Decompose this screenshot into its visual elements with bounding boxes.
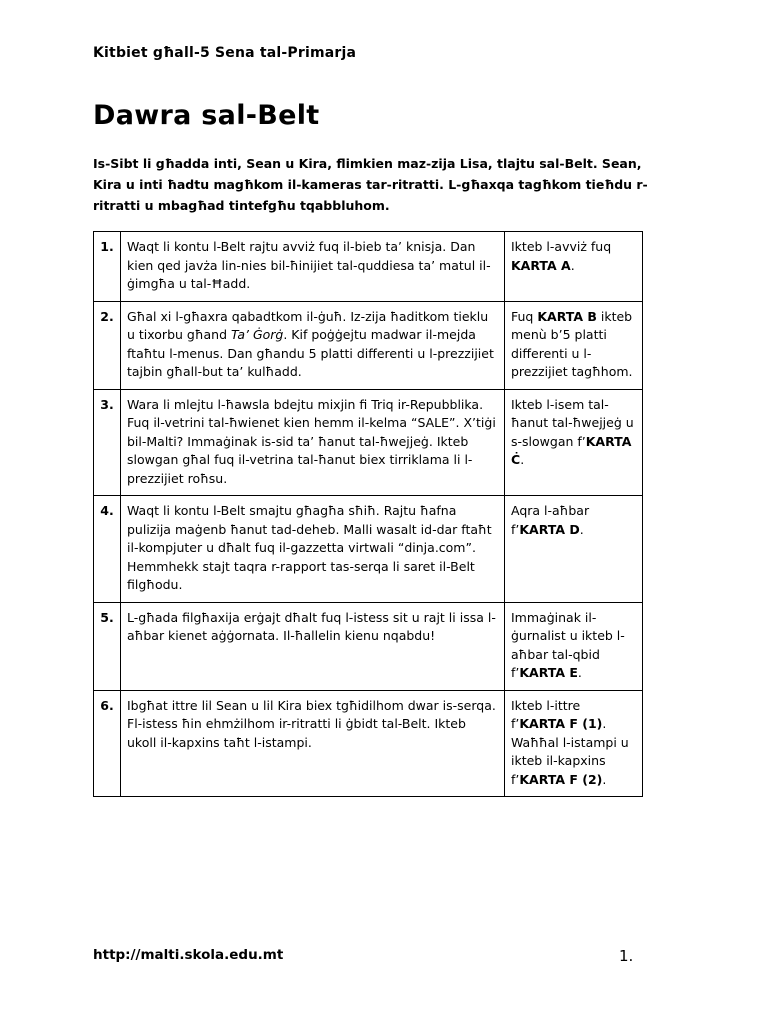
card-reference: KARTA D <box>519 521 580 537</box>
instruction-text-part: Ikteb l-isem tal-ħanut tal-ħwejjeġ u s-slowgan f’ <box>511 396 634 449</box>
task-instruction <box>505 389 643 496</box>
task-description: Waqt li kontu l-Belt smajtu għagħa sħiħ. Rajtu ħafna pulizija maġenb ħanut tad-deheb. Malli wasalt id-dar ftaħt il-kompjuter u dħalt fuq il-gazzetta virtwali “dinja.com”. Hemmhekk stajt taqra r-rapport tas-serqa li saret il-Belt filgħodu. <box>121 496 505 603</box>
task-description: L-għada filgħaxija erġajt dħalt fuq l-istess sit u rajt li issa l-aħbar kienet aġġornata. Il-ħallelin kienu nqabdu! <box>121 602 505 690</box>
page-number: 1. <box>619 947 634 965</box>
task-instruction <box>505 690 643 797</box>
table-row <box>94 389 643 496</box>
card-reference: KARTA F (2) <box>519 771 603 787</box>
tasks-table <box>93 231 643 797</box>
table-row <box>94 690 643 797</box>
table-row <box>94 232 643 302</box>
table-row <box>94 496 643 603</box>
row-number: 2. <box>94 301 121 389</box>
row-number: 3. <box>94 389 121 496</box>
card-reference: KARTA A <box>511 257 571 273</box>
task-description: Wara li mlejtu l-ħawsla bdejtu mixjin fi Triq ir-Repubblika. Fuq il-vetrini tal-ħwienet kien hemm il-kelma “SALE”. X’tiġi bil-Malti? Immaġinak is-sid ta’ ħanut tal-ħwejjeġ. Ikteb slowgan għal fuq il-vetrina tal-ħanut biex tirriklama li l-prezzijiet roħsu. <box>121 389 505 496</box>
task-description: Waqt li kontu l-Belt rajtu avviż fuq il-bieb ta’ knisja. Dan kien qed javża lin-nies bil-ħinijiet tal-quddiesa ta’ matul il-ġimgħa u tal-Ħadd. <box>121 232 505 302</box>
instruction-text-part: Immaġinak il-ġurnalist u ikteb l-aħbar tal-qbid f’ <box>511 609 625 680</box>
instruction-text-part: . <box>602 771 607 787</box>
instruction-text-part: . <box>579 521 584 537</box>
task-description <box>121 301 505 389</box>
footer-url: http://malti.skola.edu.mt <box>93 947 284 963</box>
page-title: Dawra sal-Belt <box>93 100 320 131</box>
card-reference: KARTA E <box>519 665 578 680</box>
task-instruction <box>505 496 643 603</box>
task-instruction <box>505 232 643 302</box>
instruction-text-part: . <box>570 257 575 273</box>
row-number: 1. <box>94 232 121 302</box>
row-number: 5. <box>94 602 121 690</box>
task-instruction <box>505 602 643 690</box>
instruction-text-part: . Waħħal l-istampi u ikteb il-kapxins f’ <box>511 716 629 787</box>
instruction-text-part: Ikteb l-ittre f’ <box>511 697 581 731</box>
card-reference: KARTA F (1) <box>519 716 603 731</box>
table-row <box>94 301 643 389</box>
instruction-text-part: . <box>577 665 582 680</box>
instruction-text-part: . <box>520 452 525 467</box>
task-text-part: Għal xi l-għaxra qabadtkom il-ġuħ. Iz-zija ħaditkom tieklu u tixorbu għand <box>127 308 489 342</box>
card-reference: KARTA B <box>537 308 597 324</box>
task-instruction <box>505 301 643 389</box>
task-description: Ibgħat ittre lil Sean u lil Kira biex tgħidilhom dwar is-serqa. Fl-istess ħin ehmżilhom ir-ritratti li ġbidt tal-Belt. Ikteb ukoll il-kapxins taħt l-istampi. <box>121 690 505 797</box>
row-number: 6. <box>94 690 121 797</box>
card-reference: KARTA Ċ <box>511 433 632 467</box>
task-text-part: . Kif poġġejtu madwar il-mejda ftaħtu l-menus. Dan għandu 5 platti differenti u l-prezzijiet tajbin għall-but ta’ kulħadd. <box>127 327 494 379</box>
intro-paragraph: Is-Sibt li għadda inti, Sean u Kira, flimkien maz-zija Lisa, tlajtu sal-Belt. Sean, Kira u inti ħadtu magħkom il-kameras tar-ritratti. L-għaxqa tagħkom tieħdu r-ritratti u mbagħad tintefgħu tqabbluhom. <box>93 156 648 213</box>
instruction-text-part: ikteb menù b’5 platti differenti u l-prezzijiet tagħhom. <box>511 308 633 379</box>
table-row <box>94 602 643 690</box>
instruction-text-part: Fuq <box>511 308 538 324</box>
tasks-table-body <box>94 232 643 797</box>
task-text-italic: Ta’ Ġorġ <box>231 327 284 342</box>
row-number: 4. <box>94 496 121 603</box>
instruction-text-part: Ikteb l-avviż fuq <box>511 239 612 254</box>
instruction-text-part: Aqra l-aħbar f’ <box>511 503 590 537</box>
page-header: Kitbiet għall-5 Sena tal-Primarja <box>93 45 357 61</box>
